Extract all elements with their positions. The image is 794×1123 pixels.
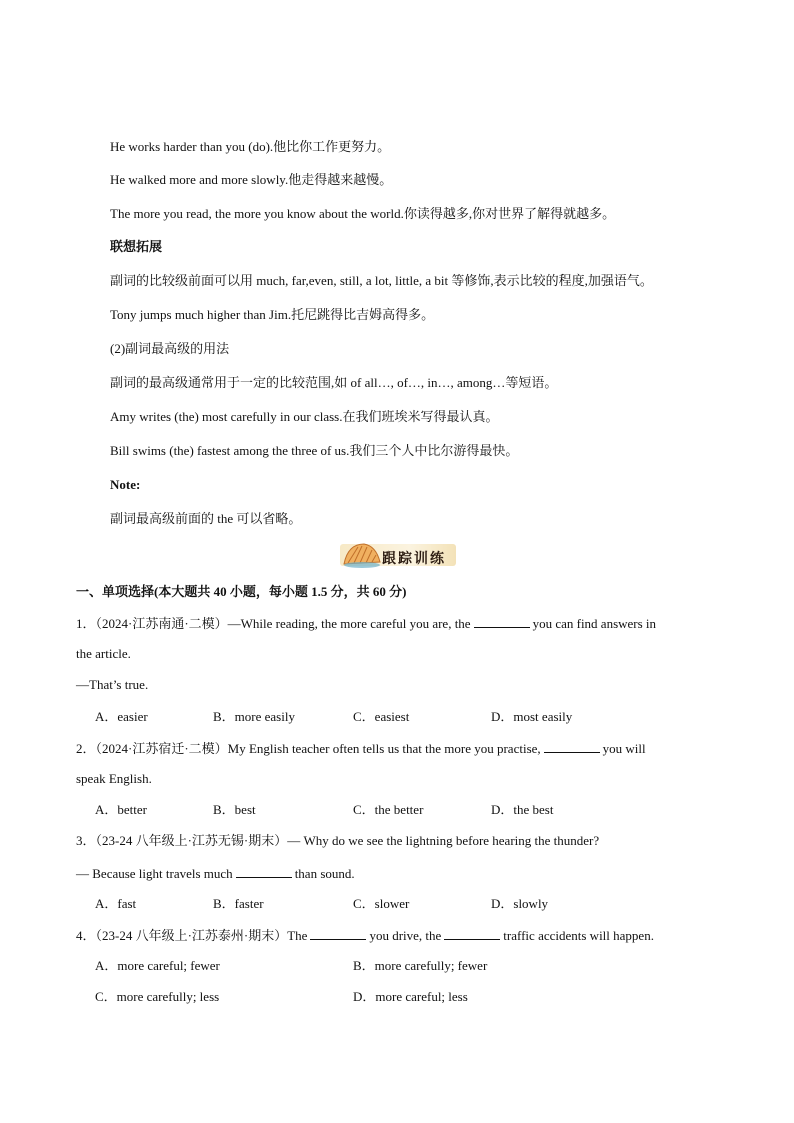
option-a[interactable]: A．better — [95, 802, 147, 817]
option-b[interactable]: B．faster — [213, 896, 264, 911]
note-line: The more you read, the more you know about the world.你读得越多,你对世界了解得就越多。 — [110, 206, 616, 221]
answer-blank[interactable] — [544, 740, 600, 753]
option-c[interactable]: C．the better — [353, 802, 424, 817]
option-d[interactable]: D．most easily — [491, 709, 573, 724]
option-d[interactable]: D．slowly — [491, 896, 549, 911]
note-line: Tony jumps much higher than Jim.托尼跳得比吉姆高得多。 — [110, 307, 435, 322]
note-heading: 联想拓展 — [110, 239, 163, 254]
option-b[interactable]: B．best — [213, 802, 256, 817]
note-line: Amy writes (the) most carefully in our class.在我们班埃米写得最认真。 — [110, 409, 499, 424]
note-label: Note: — [110, 477, 141, 492]
note-line: 副词的比较级前面可以用 much, far,even, still, a lot, little, a bit 等修饰,表示比较的程度,加强语气。 — [110, 273, 653, 288]
question-4-stem-mid: you drive, the — [369, 928, 442, 943]
question-1-stem-cont: the article. — [76, 646, 131, 661]
question-4-stem-end: traffic accidents will happen. — [503, 928, 654, 943]
answer-blank[interactable] — [444, 927, 500, 940]
note-line: Bill swims (the) fastest among the three of us.我们三个人中比尔游得最快。 — [110, 443, 519, 458]
option-b[interactable]: B．more carefully; fewer — [353, 958, 488, 973]
question-2-stem — [76, 740, 646, 757]
practice-banner — [340, 540, 456, 570]
note-line: He walked more and more slowly.他走得越来越慢。 — [110, 172, 393, 187]
banner-title: 跟踪训练 — [382, 551, 446, 567]
note-line: He works harder than you (do).他比你工作更努力。 — [110, 139, 391, 154]
question-2-stem-end: you will — [602, 741, 646, 756]
option-a[interactable]: A．fast — [95, 896, 137, 911]
option-d[interactable]: D．the best — [491, 802, 554, 817]
option-c[interactable]: C．slower — [353, 896, 410, 911]
question-1-stem — [76, 615, 656, 632]
note-line: 副词的最高级通常用于一定的比较范围,如 of all…, of…, in…, among…等短语。 — [110, 375, 558, 390]
question-1-stem-end: you can find answers in — [532, 616, 657, 631]
shell-icon — [340, 540, 384, 570]
answer-blank[interactable] — [310, 927, 366, 940]
question-2-stem-start: 2．（2024·江苏宿迁·二模）My English teacher often tells us that the more you practise, — [76, 741, 541, 756]
question-1-stem-start: 1．（2024·江苏南通·二模）—While reading, the more careful you are, the — [76, 616, 471, 631]
question-4-stem-start: 4．（23-24 八年级上·江苏泰州·期末）The — [76, 928, 308, 943]
question-4-stem — [76, 927, 654, 944]
question-1-reply: —That’s true. — [76, 677, 149, 692]
answer-blank[interactable] — [474, 615, 530, 628]
question-3-reply-end: than sound. — [294, 866, 355, 881]
note-subheading: (2)副词最高级的用法 — [110, 341, 230, 356]
answer-blank[interactable] — [236, 865, 292, 878]
option-c[interactable]: C．more carefully; less — [95, 989, 220, 1004]
option-a[interactable]: A．more careful; fewer — [95, 958, 220, 973]
section-heading: 一、单项选择(本大题共 40 小题，每小题 1.5 分，共 60 分) — [76, 584, 407, 599]
option-b[interactable]: B．more easily — [213, 709, 295, 724]
question-2-stem-cont: speak English. — [76, 771, 152, 786]
question-3-stem: 3．（23-24 八年级上·江苏无锡·期末）— Why do we see the lightning before hearing the thunder? — [76, 833, 600, 848]
question-3-reply-start: — Because light travels much — [76, 866, 233, 881]
option-a[interactable]: A．easier — [95, 709, 148, 724]
option-c[interactable]: C．easiest — [353, 709, 410, 724]
note-line: 副词最高级前面的 the 可以省略。 — [110, 511, 302, 526]
option-d[interactable]: D．more careful; less — [353, 989, 468, 1004]
question-3-reply — [76, 865, 355, 882]
